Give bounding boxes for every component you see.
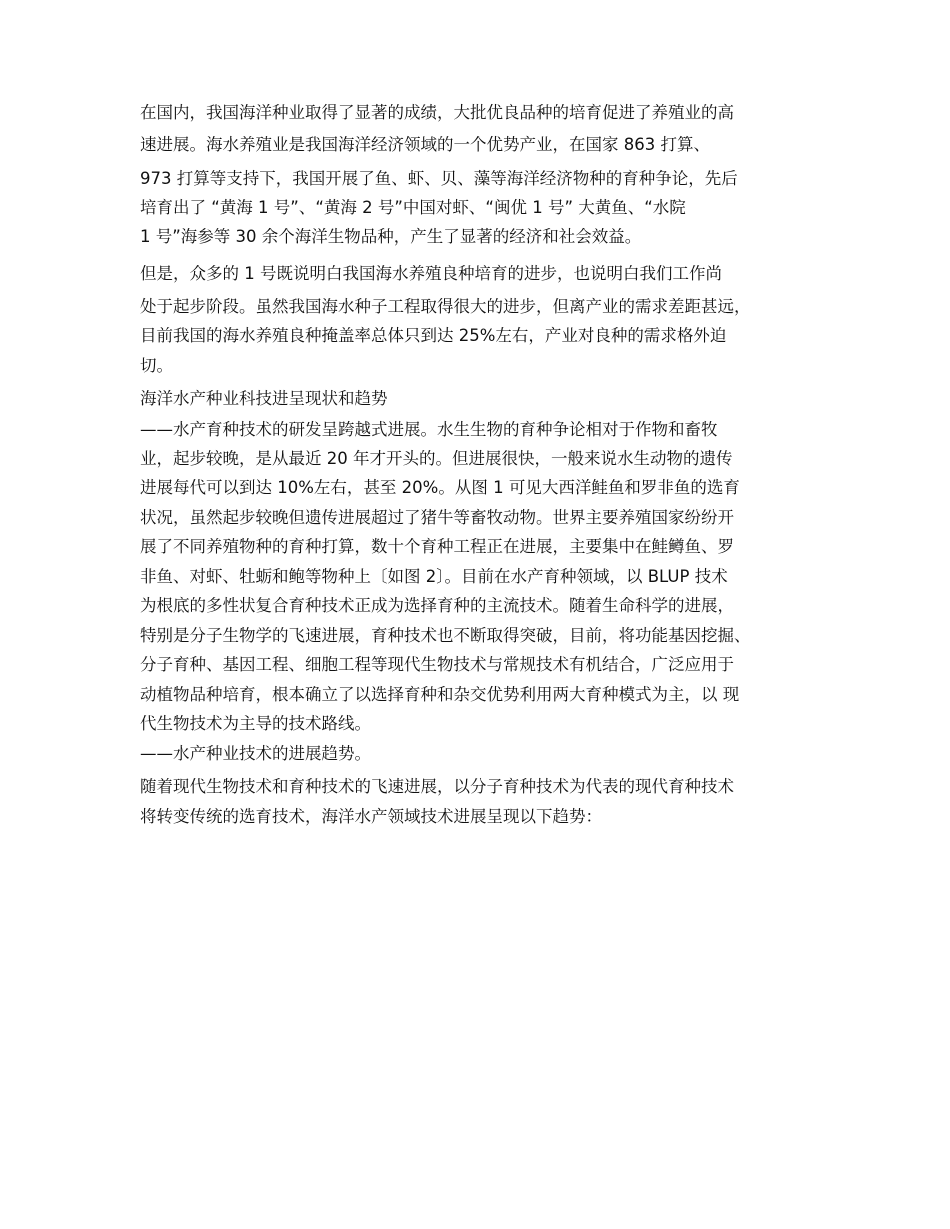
paragraph-1-line-2: 速进展。海水养殖业是我国海洋经济领域的一个优势产业，在国家 863 打算、: [140, 135, 710, 154]
section-heading: 海洋水产种业科技进呈现状和趋势: [140, 389, 388, 408]
paragraph-1-line-5: 1 号”海参等 30 余个海洋生物品种，产生了显著的经济和社会效益。: [140, 227, 642, 246]
paragraph-3-line-5: 展了不同养殖物种的育种打算，数十个育种工程正在进展，主要集中在鲑鳟鱼、罗: [140, 537, 734, 556]
paragraph-3-line-4: 状况，虽然起步较晚但遗传进展超过了猪牛等畜牧动物。世界主要养殖国家纷纷开: [140, 508, 734, 527]
paragraph-3-line-9: 分子育种、基因工程、细胞工程等现代生物技术与常规技术有机结合，广泛应用于: [140, 655, 734, 674]
paragraph-3-line-2: 业，起步较晚，是从最近 20 年才开头的。但进展很快，一般来说水生动物的遗传: [140, 449, 733, 468]
paragraph-3-line-6: 非鱼、对虾、牡蛎和鲍等物种上〔如图 2〕。目前在水产育种领域，以 BLUP 技术: [140, 567, 728, 586]
paragraph-3-line-7: 为根底的多性状复合育种技术正成为选择育种的主流技术。随着生命科学的进展，: [140, 596, 734, 615]
paragraph-1-line-4: 培育出了 “黄海 1 号”、“黄海 2 号”中国对虾、“闽优 1 号” 大黄鱼、“水院: [140, 198, 686, 217]
paragraph-3-line-3: 进展每代可以到达 10%左右，甚至 20%。从图 1 可见大西洋鲑鱼和罗非鱼的选育: [140, 478, 740, 497]
paragraph-2-line-2: 处于起步阶段。虽然我国海水种子工程取得很大的进步，但离产业的需求差距甚远，: [140, 297, 751, 316]
paragraph-3-line-10: 动植物品种培育，根本确立了以选择育种和杂交优势利用两大育种模式为主，以 现: [140, 685, 740, 704]
paragraph-3-line-8: 特别是分子生物学的飞速进展，育种技术也不断取得突破，目前，将功能基因挖掘、: [140, 626, 751, 645]
paragraph-2-line-4: 切。: [140, 356, 173, 375]
paragraph-1-line-1: 在国内，我国海洋种业取得了显著的成绩，大批优良品种的培育促进了养殖业的高: [140, 103, 734, 122]
paragraph-4-line-1: 随着现代生物技术和育种技术的飞速进展，以分子育种技术为代表的现代育种技术: [140, 777, 734, 796]
paragraph-2-line-3: 目前我国的海水养殖良种掩盖率总体只到达 25%左右，产业对良种的需求格外迫: [140, 326, 727, 345]
paragraph-3-line-1: ——水产育种技术的研发呈跨越式进展。水生生物的育种争论相对于作物和畜牧: [140, 420, 718, 439]
paragraph-1-line-3: 973 打算等支持下，我国开展了鱼、虾、贝、藻等海洋经济物种的育种争论，先后: [140, 169, 738, 188]
subsection-heading: ——水产种业技术的进展趋势。: [140, 744, 371, 763]
paragraph-2-line-1: 但是，众多的 1 号既说明白我国海水养殖良种培育的进步，也说明白我们工作尚: [140, 264, 722, 283]
paragraph-4-line-2: 将转变传统的选育技术，海洋水产领域技术进展呈现以下趋势：: [140, 807, 602, 826]
paragraph-3-line-11: 代生物技术为主导的技术路线。: [140, 714, 371, 733]
